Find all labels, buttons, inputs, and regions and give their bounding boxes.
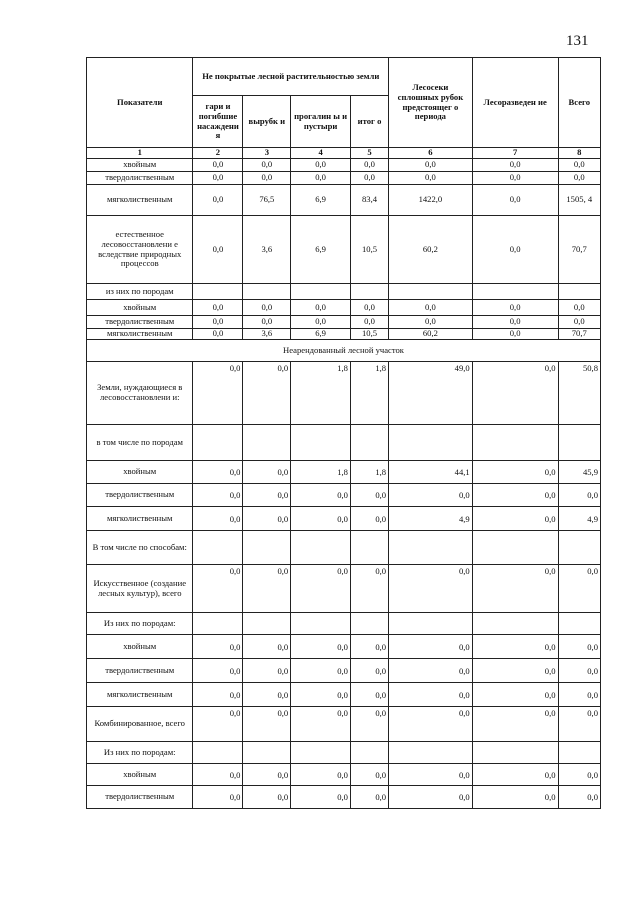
cell-value: 0,0 (472, 216, 558, 284)
row-label: в том числе по породам (87, 425, 193, 461)
cell-value: 1,8 (291, 461, 351, 484)
cell-value: 0,0 (291, 565, 351, 613)
cell-value: 0,0 (558, 159, 600, 172)
cell-value (558, 613, 600, 635)
table-row (87, 216, 601, 284)
row-label: Из них по породам: (87, 613, 193, 635)
cell-value: 83,4 (350, 185, 388, 216)
cell-value (472, 284, 558, 300)
cell-value: 0,0 (350, 484, 388, 507)
cell-value: 0,0 (193, 707, 243, 742)
cell-value: 0,0 (558, 565, 600, 613)
cell-value: 0,0 (472, 764, 558, 786)
cell-value: 0,0 (193, 683, 243, 707)
cell-value: 0,0 (193, 659, 243, 683)
cell-value (193, 425, 243, 461)
cell-value (243, 284, 291, 300)
cell-value: 70,7 (558, 329, 600, 340)
cell-value: 0,0 (193, 185, 243, 216)
cell-value: 6,9 (291, 185, 351, 216)
cell-value: 3,6 (243, 216, 291, 284)
column-number: 2 (193, 148, 243, 159)
cell-value: 0,0 (193, 172, 243, 185)
forest-land-table (86, 57, 601, 809)
cell-value (243, 425, 291, 461)
cell-value: 0,0 (472, 507, 558, 531)
cell-value (243, 742, 291, 764)
cell-value: 70,7 (558, 216, 600, 284)
cell-value: 0,0 (291, 316, 351, 329)
table-row (87, 316, 601, 329)
cell-value: 1,8 (291, 362, 351, 425)
cell-value: 0,0 (193, 484, 243, 507)
cell-value: 0,0 (389, 300, 473, 316)
row-label: твердолиственным (87, 172, 193, 185)
cell-value: 0,0 (193, 362, 243, 425)
column-number-row (87, 148, 601, 159)
table-row (87, 507, 601, 531)
cell-value: 0,0 (558, 707, 600, 742)
cell-value (472, 613, 558, 635)
cell-value: 0,0 (193, 507, 243, 531)
row-label: мягколиственным (87, 185, 193, 216)
cell-value: 0,0 (472, 707, 558, 742)
cell-value: 4,9 (558, 507, 600, 531)
column-number: 5 (350, 148, 388, 159)
table-row (87, 707, 601, 742)
section-title: Неарендованный лесной участок (87, 340, 601, 362)
cell-value (291, 742, 351, 764)
header-clearings: вырубк и (243, 96, 291, 148)
cell-value: 0,0 (291, 635, 351, 659)
cell-value: 0,0 (472, 461, 558, 484)
cell-value: 0,0 (472, 659, 558, 683)
cell-value (350, 742, 388, 764)
cell-value: 0,0 (193, 329, 243, 340)
cell-value: 0,0 (558, 786, 600, 809)
cell-value: 0,0 (350, 172, 388, 185)
cell-value: 0,0 (193, 159, 243, 172)
cell-value (291, 284, 351, 300)
cell-value: 0,0 (472, 565, 558, 613)
cell-value (389, 425, 473, 461)
cell-value: 0,0 (472, 329, 558, 340)
cell-value: 0,0 (472, 316, 558, 329)
row-label: твердолиственным (87, 316, 193, 329)
row-label: Из них по породам: (87, 742, 193, 764)
cell-value: 0,0 (243, 635, 291, 659)
cell-value: 0,0 (389, 565, 473, 613)
cell-value: 0,0 (243, 362, 291, 425)
cell-value: 0,0 (472, 786, 558, 809)
row-label: хвойным (87, 461, 193, 484)
cell-value (558, 284, 600, 300)
cell-value (389, 742, 473, 764)
cell-value: 10,5 (350, 216, 388, 284)
table-row (87, 425, 601, 461)
cell-value: 0,0 (389, 484, 473, 507)
cell-value: 1,8 (350, 461, 388, 484)
cell-value: 0,0 (243, 461, 291, 484)
cell-value: 0,0 (389, 172, 473, 185)
cell-value: 0,0 (193, 461, 243, 484)
cell-value: 0,0 (558, 659, 600, 683)
cell-value: 0,0 (389, 707, 473, 742)
table-row (87, 461, 601, 484)
cell-value: 4,9 (389, 507, 473, 531)
header-burnt: гари и погибшие насаждени я (193, 96, 243, 148)
row-label: из них по породам (87, 284, 193, 300)
cell-value (472, 531, 558, 565)
cell-value (350, 531, 388, 565)
cell-value: 76,5 (243, 185, 291, 216)
table-row (87, 531, 601, 565)
cell-value (558, 425, 600, 461)
header-afforestation: Лесоразведен ие (472, 58, 558, 148)
cell-value: 0,0 (558, 172, 600, 185)
cell-value (558, 531, 600, 565)
row-label: хвойным (87, 159, 193, 172)
cell-value: 45,9 (558, 461, 600, 484)
cell-value: 0,0 (350, 707, 388, 742)
cell-value (472, 742, 558, 764)
cell-value: 0,0 (193, 316, 243, 329)
row-label: Комбинированное, всего (87, 707, 193, 742)
cell-value: 0,0 (350, 300, 388, 316)
cell-value: 0,0 (243, 786, 291, 809)
cell-value: 1,8 (350, 362, 388, 425)
table-row (87, 159, 601, 172)
row-label: твердолиственным (87, 484, 193, 507)
cell-value (193, 284, 243, 300)
cell-value: 0,0 (350, 507, 388, 531)
cell-value: 0,0 (243, 707, 291, 742)
cell-value: 0,0 (291, 764, 351, 786)
table-row (87, 300, 601, 316)
cell-value: 0,0 (558, 484, 600, 507)
row-label: хвойным (87, 635, 193, 659)
table-row (87, 786, 601, 809)
cell-value: 0,0 (243, 507, 291, 531)
cell-value: 0,0 (389, 316, 473, 329)
cell-value: 0,0 (472, 185, 558, 216)
cell-value (243, 613, 291, 635)
cell-value: 6,9 (291, 216, 351, 284)
cell-value: 6,9 (291, 329, 351, 340)
cell-value: 0,0 (558, 764, 600, 786)
cell-value: 0,0 (291, 484, 351, 507)
header-subtotal: итог о (350, 96, 388, 148)
page-number: 131 (566, 33, 589, 49)
cell-value: 0,0 (291, 786, 351, 809)
table-row (87, 329, 601, 340)
table-row (87, 185, 601, 216)
cell-value: 0,0 (291, 707, 351, 742)
cell-value (389, 284, 473, 300)
cell-value: 0,0 (558, 300, 600, 316)
cell-value: 0,0 (243, 764, 291, 786)
cell-value (193, 613, 243, 635)
table-row (87, 635, 601, 659)
cell-value: 44,1 (389, 461, 473, 484)
row-label: В том числе по способам: (87, 531, 193, 565)
cell-value: 60,2 (389, 329, 473, 340)
row-label: хвойным (87, 300, 193, 316)
cell-value (558, 742, 600, 764)
cell-value (291, 531, 351, 565)
cell-value: 0,0 (472, 484, 558, 507)
cell-value: 0,0 (243, 300, 291, 316)
table-row (87, 659, 601, 683)
row-label: твердолиственным (87, 786, 193, 809)
cell-value: 0,0 (291, 659, 351, 683)
cell-value (389, 613, 473, 635)
row-label: мягколиственным (87, 507, 193, 531)
row-label: мягколиственным (87, 329, 193, 340)
cell-value (243, 531, 291, 565)
cell-value: 1422,0 (389, 185, 473, 216)
header-indicators: Показатели (87, 58, 193, 148)
table-row (87, 484, 601, 507)
row-label: твердолиственным (87, 659, 193, 683)
cell-value: 0,0 (291, 507, 351, 531)
cell-value: 0,0 (193, 565, 243, 613)
column-number: 1 (87, 148, 193, 159)
table-row (87, 683, 601, 707)
cell-value: 0,0 (350, 683, 388, 707)
column-number: 3 (243, 148, 291, 159)
cell-value: 0,0 (558, 683, 600, 707)
cell-value: 49,0 (389, 362, 473, 425)
cell-value: 0,0 (389, 786, 473, 809)
cell-value: 0,0 (389, 659, 473, 683)
cell-value (291, 613, 351, 635)
header-glades: прогалин ы и пустыри (291, 96, 351, 148)
cell-value: 0,0 (558, 316, 600, 329)
cell-value (350, 613, 388, 635)
cell-value: 0,0 (389, 159, 473, 172)
column-number: 8 (558, 148, 600, 159)
column-number: 6 (389, 148, 473, 159)
column-number: 7 (472, 148, 558, 159)
table-row (87, 284, 601, 300)
cell-value: 0,0 (472, 172, 558, 185)
cell-value: 0,0 (389, 764, 473, 786)
cell-value: 0,0 (350, 565, 388, 613)
cell-value (350, 284, 388, 300)
cell-value (193, 531, 243, 565)
table-row (87, 362, 601, 425)
cell-value: 3,6 (243, 329, 291, 340)
cell-value: 0,0 (350, 635, 388, 659)
cell-value: 0,0 (193, 635, 243, 659)
table-row (87, 565, 601, 613)
cell-value (291, 425, 351, 461)
cell-value: 0,0 (350, 316, 388, 329)
cell-value: 0,0 (193, 216, 243, 284)
row-label: Искусственное (создание лесных культур), всего (87, 565, 193, 613)
table-row (87, 613, 601, 635)
cell-value: 10,5 (350, 329, 388, 340)
header-total: Всего (558, 58, 600, 148)
cell-value: 0,0 (350, 659, 388, 683)
cell-value: 0,0 (193, 764, 243, 786)
table-body (87, 148, 601, 809)
cell-value: 0,0 (350, 786, 388, 809)
cell-value: 0,0 (243, 484, 291, 507)
cell-value: 0,0 (193, 786, 243, 809)
cell-value: 0,0 (243, 565, 291, 613)
cell-value: 0,0 (243, 316, 291, 329)
cell-value: 0,0 (291, 172, 351, 185)
cell-value: 60,2 (389, 216, 473, 284)
cell-value: 0,0 (243, 659, 291, 683)
cell-value: 0,0 (243, 159, 291, 172)
cell-value: 0,0 (243, 172, 291, 185)
header-clear-cuts: Лесосеки сплошных рубок предстоящег о периода (389, 58, 473, 148)
cell-value: 0,0 (558, 635, 600, 659)
row-label: хвойным (87, 764, 193, 786)
cell-value: 0,0 (472, 362, 558, 425)
cell-value: 0,0 (389, 635, 473, 659)
cell-value: 0,0 (291, 683, 351, 707)
cell-value: 0,0 (291, 159, 351, 172)
cell-value (472, 425, 558, 461)
row-label: мягколиственным (87, 683, 193, 707)
section-row (87, 340, 601, 362)
row-label: естественное лесовосстановлени е вследствие природных процессов (87, 216, 193, 284)
column-number: 4 (291, 148, 351, 159)
cell-value (193, 742, 243, 764)
cell-value: 0,0 (291, 300, 351, 316)
cell-value: 50,8 (558, 362, 600, 425)
header-not-covered: Не покрытые лесной растительностью земли (193, 58, 389, 96)
cell-value (350, 425, 388, 461)
cell-value (389, 531, 473, 565)
cell-value: 0,0 (243, 683, 291, 707)
table-row (87, 764, 601, 786)
table-row (87, 742, 601, 764)
cell-value: 0,0 (472, 635, 558, 659)
row-label: Земли, нуждающиеся в лесовосстановлени и: (87, 362, 193, 425)
cell-value: 0,0 (472, 683, 558, 707)
cell-value: 0,0 (193, 300, 243, 316)
cell-value: 0,0 (350, 764, 388, 786)
cell-value: 1505, 4 (558, 185, 600, 216)
table-row (87, 172, 601, 185)
cell-value: 0,0 (350, 159, 388, 172)
cell-value: 0,0 (472, 159, 558, 172)
cell-value: 0,0 (389, 683, 473, 707)
cell-value: 0,0 (472, 300, 558, 316)
